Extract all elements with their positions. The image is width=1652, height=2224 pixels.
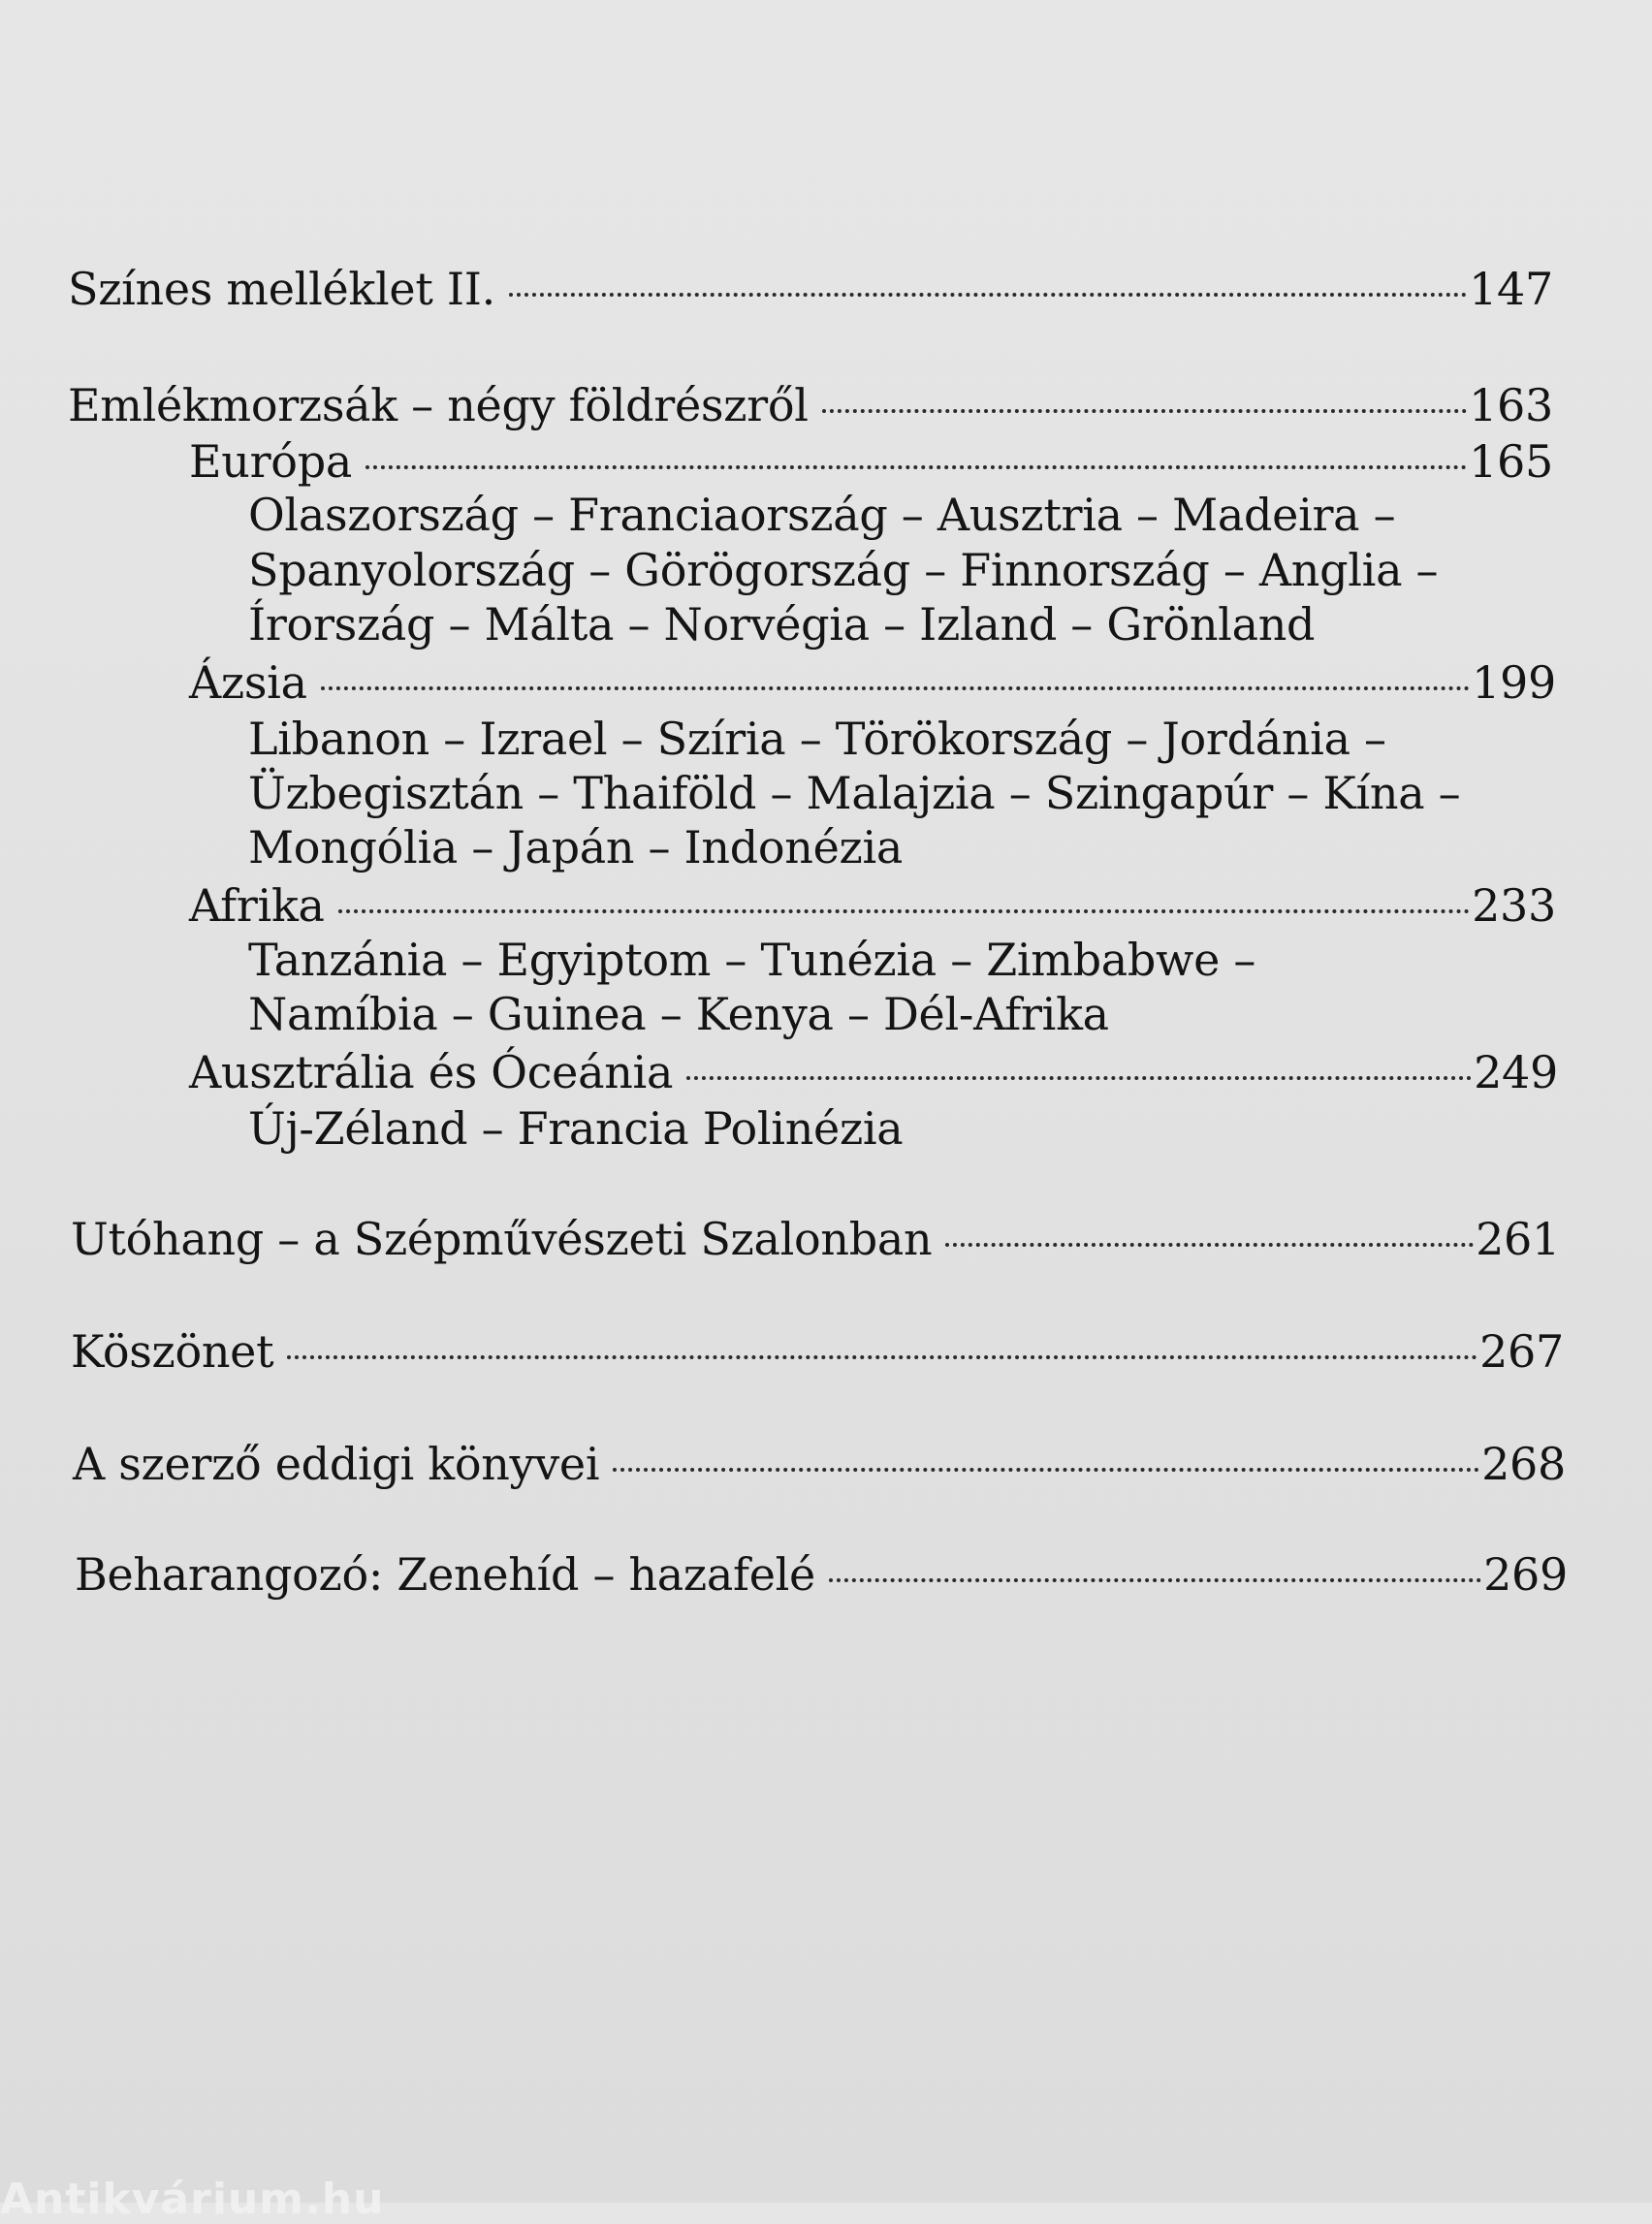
toc-page-number: 163: [1469, 379, 1553, 431]
toc-page-number: 199: [1472, 656, 1556, 709]
watermark: Antikvárium.hu: [0, 2175, 385, 2224]
toc-entry-label: Ausztrália és Óceánia: [189, 1046, 674, 1098]
toc-entry-label: Utóhang – a Szépművészeti Szalonban: [71, 1213, 933, 1265]
toc-entry-ausztralia: [189, 1045, 1558, 1099]
toc-entry-label: Színes melléklet II.: [68, 263, 495, 315]
country-list-line: Új-Zéland – Francia Polinézia: [248, 1102, 904, 1155]
toc-entry-label: Köszönet: [71, 1325, 274, 1378]
country-list-line: Olaszország – Franciaország – Ausztria – Madeira –: [248, 489, 1396, 541]
dot-leader: [338, 909, 1470, 913]
country-list-line: Spanyolország – Görögország – Finnország – Anglia –: [248, 544, 1439, 596]
toc-entry-koszonet: [71, 1324, 1564, 1379]
dot-leader: [613, 1468, 1479, 1472]
toc-entry-label: Afrika: [189, 879, 325, 932]
toc-entry-label: Ázsia: [189, 656, 307, 709]
toc-entry-europa: [189, 434, 1553, 489]
country-list-line: Tanzánia – Egyiptom – Tunézia – Zimbabwe –: [248, 934, 1256, 986]
toc-entry-szerzo-konyvei: [73, 1437, 1566, 1491]
toc-entry-label: Emlékmorzsák – négy földrészről: [68, 379, 809, 431]
country-list-line: Libanon – Izrael – Szíria – Törökország – Jordánia –: [248, 713, 1386, 765]
country-list-line: Üzbegisztán – Thaiföld – Malajzia – Szingapúr – Kína –: [248, 767, 1461, 819]
toc-page-number: 147: [1469, 263, 1553, 315]
dot-leader: [829, 1578, 1481, 1582]
toc-entry-label: A szerző eddigi könyvei: [73, 1438, 600, 1490]
country-list-line: Írország – Málta – Norvégia – Izland – Grönland: [248, 598, 1316, 651]
dot-leader: [365, 465, 1467, 469]
toc-page-number: 233: [1472, 879, 1556, 932]
toc-entry-beharangozo: [75, 1547, 1568, 1602]
dot-leader: [945, 1243, 1474, 1247]
dot-leader: [509, 293, 1467, 297]
toc-entry-afrika: [189, 878, 1556, 933]
toc-entry-utohang: [71, 1212, 1560, 1266]
dot-leader: [822, 409, 1467, 413]
dot-leader: [287, 1355, 1477, 1359]
dot-leader: [321, 686, 1470, 690]
country-list-line: Namíbia – Guinea – Kenya – Dél-Afrika: [248, 988, 1109, 1040]
toc-page-number: 268: [1481, 1438, 1566, 1490]
toc-page-number: 267: [1479, 1325, 1564, 1378]
toc-entry-emlekmorzsak: [68, 378, 1553, 432]
toc-entry-label: Európa: [189, 435, 352, 488]
toc-page-number: 249: [1474, 1046, 1558, 1098]
toc-page-number: 269: [1483, 1548, 1568, 1601]
toc-entry-azsia: [189, 655, 1556, 710]
toc-page-number: 165: [1469, 435, 1553, 488]
country-list-line: Mongólia – Japán – Indonézia: [248, 821, 904, 874]
dot-leader: [686, 1076, 1472, 1080]
toc-entry-szines-melleklet: [68, 262, 1553, 316]
toc-entry-label: Beharangozó: Zenehíd – hazafelé: [75, 1548, 815, 1601]
toc-page-number: 261: [1476, 1213, 1560, 1265]
